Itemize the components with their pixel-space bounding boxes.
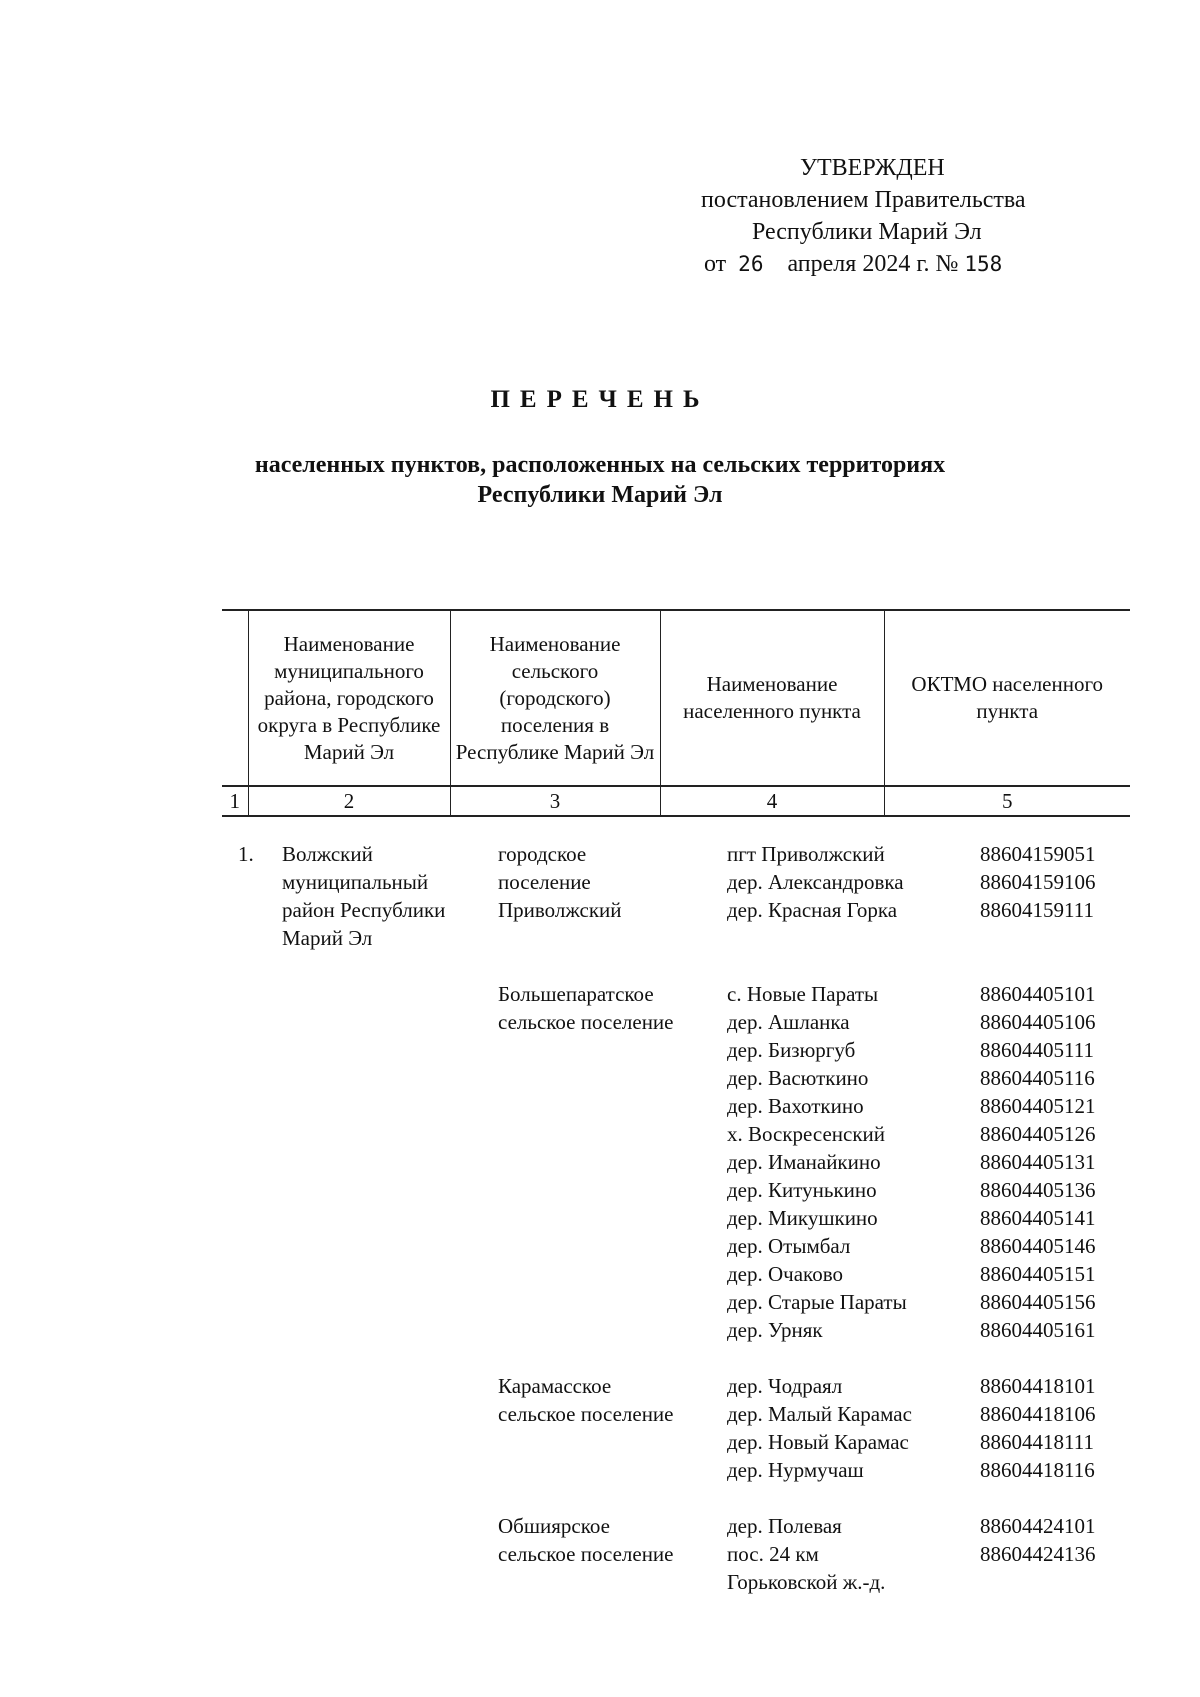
column-number: 1 — [222, 786, 248, 816]
settlement-name-line: Приволжский — [498, 898, 622, 922]
settlement-name-line: Обшиярское — [498, 1514, 610, 1538]
locality-name: дер. Очаково — [727, 1262, 843, 1286]
locality-name: дер. Бизюргуб — [727, 1038, 856, 1062]
locality-name: дер. Вахоткино — [727, 1094, 864, 1118]
table-row — [0, 1036, 1200, 1064]
date-day: 26 — [738, 252, 764, 276]
locality-name: дер. Ашланка — [727, 1010, 850, 1034]
table-row — [0, 1568, 1200, 1596]
table-row — [0, 1428, 1200, 1456]
oktmo-code: 88604159106 — [980, 870, 1096, 894]
oktmo-code: 88604405116 — [980, 1066, 1095, 1090]
header-cell-4: Наименование населенного пункта — [660, 610, 884, 786]
oktmo-code: 88604405126 — [980, 1122, 1096, 1146]
oktmo-code: 88604418101 — [980, 1374, 1096, 1398]
oktmo-code: 88604159111 — [980, 898, 1094, 922]
oktmo-code: 88604418116 — [980, 1458, 1095, 1482]
district-index: 1. — [238, 842, 254, 866]
document-title: ПЕРЕЧЕНЬ — [490, 386, 710, 413]
table-row — [0, 1092, 1200, 1120]
oktmo-code: 88604405131 — [980, 1150, 1096, 1174]
table-row — [0, 1288, 1200, 1316]
date-month-year: апреля 2024 г. № — [787, 251, 959, 277]
table-row — [0, 1008, 1200, 1036]
oktmo-code: 88604424136 — [980, 1542, 1096, 1566]
settlement-name-line: сельское поселение — [498, 1542, 674, 1566]
oktmo-code: 88604405136 — [980, 1178, 1096, 1202]
table-row — [0, 1260, 1200, 1288]
approval-block — [660, 152, 1110, 280]
decree-number: 158 — [964, 252, 1003, 276]
locality-name: х. Воскресенский — [727, 1122, 886, 1146]
header-table — [222, 609, 1130, 817]
header-cell-1 — [222, 610, 248, 786]
oktmo-code: 88604405121 — [980, 1094, 1096, 1118]
column-number-row — [222, 786, 1130, 816]
oktmo-code: 88604424101 — [980, 1514, 1096, 1538]
table-row — [0, 840, 1200, 868]
column-number: 3 — [450, 786, 660, 816]
locality-name: дер. Микушкино — [727, 1206, 878, 1230]
oktmo-code: 88604405101 — [980, 982, 1096, 1006]
table-row — [0, 1204, 1200, 1232]
subtitle-line-1: населенных пунктов, расположенных на сельских территориях — [254, 452, 946, 478]
locality-name: дер. Чодраял — [727, 1374, 843, 1398]
table-row — [0, 1232, 1200, 1260]
locality-name: дер. Васюткино — [727, 1066, 869, 1090]
settlement-name-line: городское — [498, 842, 587, 866]
table-row — [0, 1176, 1200, 1204]
locality-name: пгт Приволжский — [727, 842, 885, 866]
table-row — [0, 1148, 1200, 1176]
settlement-name-line: поселение — [498, 870, 591, 894]
table-body — [0, 840, 1200, 1596]
subtitle-line-2: Республики Марий Эл — [477, 482, 723, 508]
settlement-name-line: сельское поселение — [498, 1402, 674, 1426]
district-name-line: муниципальный — [282, 870, 429, 894]
approval-title: УТВЕРЖДЕН — [800, 155, 945, 181]
locality-name: дер. Малый Карамас — [727, 1402, 912, 1426]
oktmo-code: 88604418111 — [980, 1430, 1094, 1454]
oktmo-code: 88604159051 — [980, 842, 1096, 866]
table-row — [0, 1400, 1200, 1428]
header-cell-5: ОКТМО населенного пункта — [884, 610, 1130, 786]
oktmo-code: 88604405141 — [980, 1206, 1096, 1230]
settlement-name-line: сельское поселение — [498, 1010, 674, 1034]
table-row — [0, 1316, 1200, 1344]
locality-name: дер. Урняк — [727, 1318, 823, 1342]
header-cell-2: Наименование муниципального района, городского округа в Республике Марий Эл — [248, 610, 450, 786]
locality-name: дер. Новый Карамас — [727, 1430, 909, 1454]
settlement-name-line: Большепаратское — [498, 982, 654, 1006]
column-number: 4 — [660, 786, 884, 816]
locality-name: дер. Старые Параты — [727, 1290, 907, 1314]
district-name-line: Волжский — [282, 842, 373, 866]
table-row — [0, 924, 1200, 952]
header-row — [222, 610, 1130, 786]
oktmo-code: 88604405161 — [980, 1318, 1096, 1342]
locality-name: дер. Отымбал — [727, 1234, 851, 1258]
locality-name: Горьковской ж.-д. — [727, 1570, 886, 1594]
oktmo-code: 88604418106 — [980, 1402, 1096, 1426]
locality-name: с. Новые Параты — [727, 982, 879, 1006]
header-cell-3: Наименование сельского (городского) поселения в Республике Марий Эл — [450, 610, 660, 786]
oktmo-code: 88604405111 — [980, 1038, 1094, 1062]
oktmo-code: 88604405146 — [980, 1234, 1096, 1258]
date-prefix: от — [704, 251, 727, 277]
table-row — [0, 896, 1200, 924]
table-row — [0, 1064, 1200, 1092]
approval-date — [660, 248, 1110, 280]
table-row — [0, 1540, 1200, 1568]
oktmo-code: 88604405156 — [980, 1290, 1096, 1314]
column-number: 5 — [884, 786, 1130, 816]
locality-name: дер. Иманайкино — [727, 1150, 881, 1174]
table-row — [0, 1372, 1200, 1400]
document-subtitle — [0, 450, 1200, 510]
district-name-line: Марий Эл — [282, 926, 373, 950]
table-row — [0, 1120, 1200, 1148]
district-name-line: район Республики — [282, 898, 446, 922]
oktmo-code: 88604405106 — [980, 1010, 1096, 1034]
table-row — [0, 868, 1200, 896]
table-row — [0, 980, 1200, 1008]
approval-republic: Республики Марий Эл — [752, 219, 982, 245]
locality-name: дер. Полевая — [727, 1514, 842, 1538]
locality-name: дер. Александровка — [727, 870, 904, 894]
locality-name: дер. Нурмучаш — [727, 1458, 864, 1482]
locality-name: пос. 24 км — [727, 1542, 819, 1566]
approval-by: постановлением Правительства — [701, 187, 1026, 213]
settlement-name-line: Карамасское — [498, 1374, 612, 1398]
locality-name: дер. Китунькино — [727, 1178, 877, 1202]
oktmo-code: 88604405151 — [980, 1262, 1096, 1286]
table-row — [0, 1456, 1200, 1484]
column-number: 2 — [248, 786, 450, 816]
locality-name: дер. Красная Горка — [727, 898, 898, 922]
table-row — [0, 1512, 1200, 1540]
